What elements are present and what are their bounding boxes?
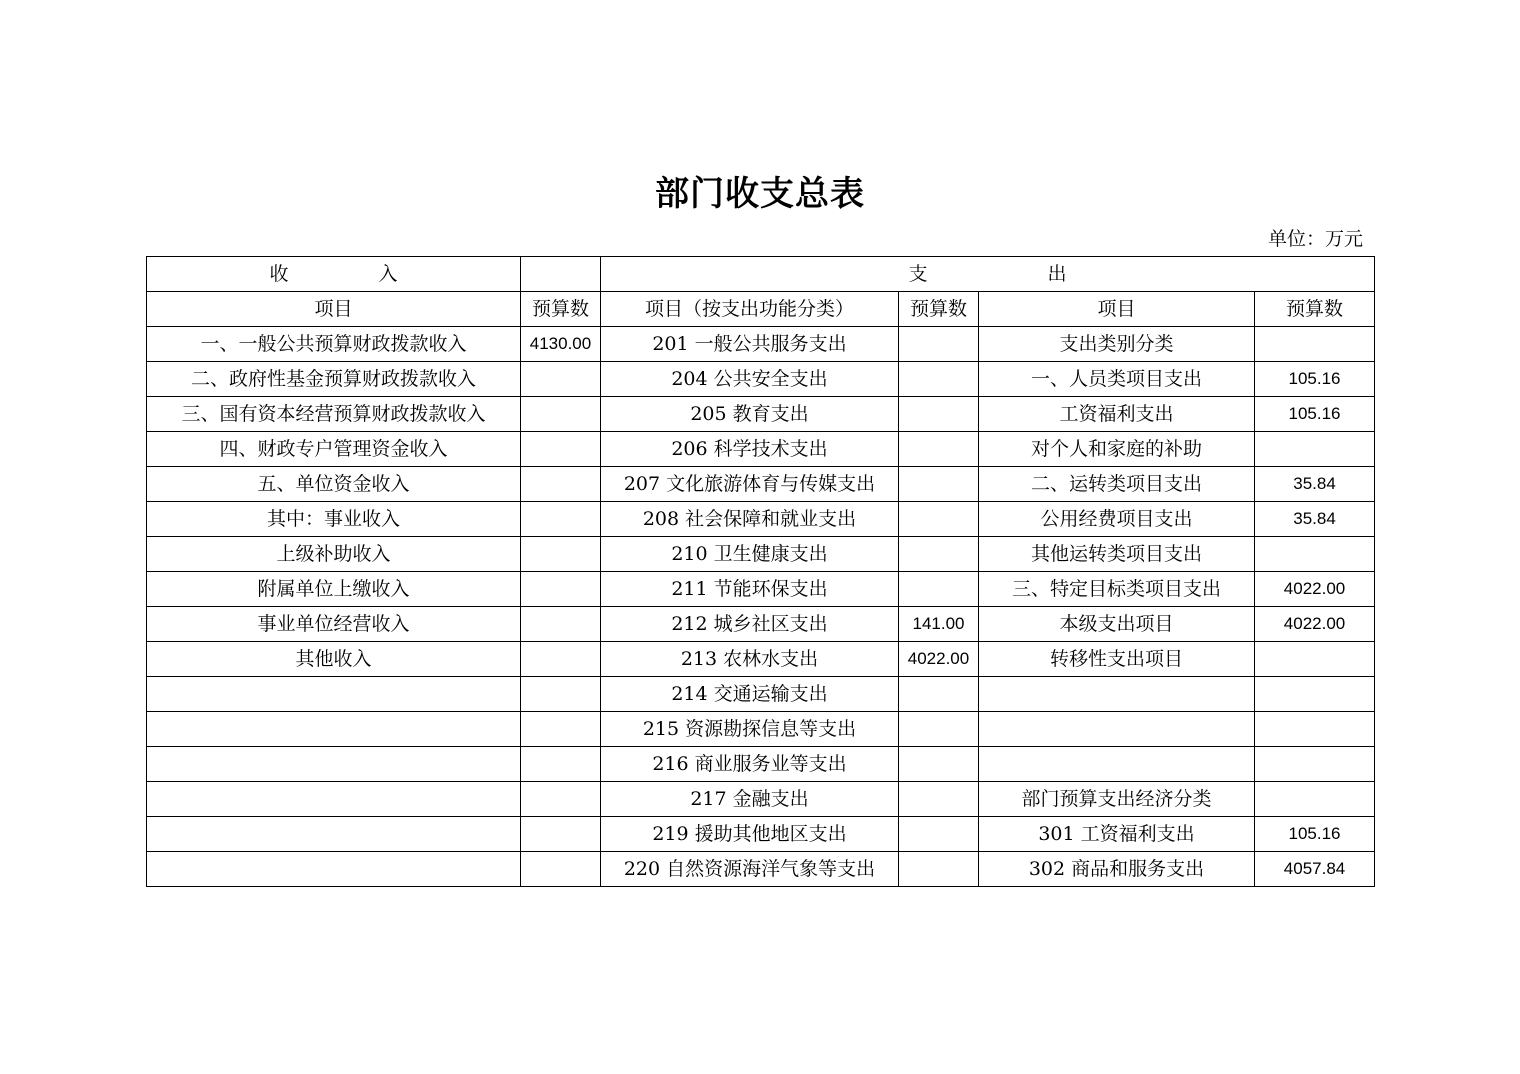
income-item-cell: 事业单位经营收入 [147,607,521,642]
income-amount-cell [521,502,601,537]
table-row [147,327,1375,362]
function-amount-cell [899,502,979,537]
type-item-cell: 转移性支出项目 [979,642,1255,677]
income-amount-cell [521,642,601,677]
col-header-type-item: 项目 [979,292,1255,327]
function-item-cell: 215 资源勘探信息等支出 [601,712,899,747]
table-row [147,572,1375,607]
function-item-cell: 208 社会保障和就业支出 [601,502,899,537]
income-item-cell: 其中：事业收入 [147,502,521,537]
function-amount-cell [899,817,979,852]
income-amount-cell [521,817,601,852]
table-row [147,467,1375,502]
function-amount-cell [899,677,979,712]
income-amount-cell [521,572,601,607]
table-row [147,397,1375,432]
type-item-cell: 部门预算支出经济分类 [979,782,1255,817]
group-header-row [147,257,1375,292]
function-item-cell: 220 自然资源海洋气象等支出 [601,852,899,887]
type-item-cell: 301 工资福利支出 [979,817,1255,852]
type-item-cell: 三、特定目标类项目支出 [979,572,1255,607]
income-item-cell [147,677,521,712]
table-row [147,852,1375,887]
table-row [147,712,1375,747]
income-item-cell [147,782,521,817]
income-amount-cell [521,467,601,502]
type-item-cell: 支出类别分类 [979,327,1255,362]
income-amount-cell [521,537,601,572]
income-amount-cell [521,397,601,432]
function-amount-cell [899,852,979,887]
function-amount-cell [899,712,979,747]
column-header-row [147,292,1375,327]
type-item-cell: 一、人员类项目支出 [979,362,1255,397]
income-item-cell [147,817,521,852]
type-item-cell [979,677,1255,712]
type-item-cell: 302 商品和服务支出 [979,852,1255,887]
income-amount-cell [521,782,601,817]
income-item-cell [147,747,521,782]
income-amount-cell [521,362,601,397]
function-item-cell: 211 节能环保支出 [601,572,899,607]
table-row [147,537,1375,572]
type-amount-cell [1255,537,1375,572]
type-item-cell: 公用经费项目支出 [979,502,1255,537]
type-amount-cell: 105.16 [1255,817,1375,852]
type-amount-cell: 105.16 [1255,362,1375,397]
income-item-cell: 二、政府性基金预算财政拨款收入 [147,362,521,397]
income-group-spacer [521,257,601,292]
type-amount-cell [1255,642,1375,677]
type-amount-cell: 4057.84 [1255,852,1375,887]
col-header-type-amount: 预算数 [1255,292,1375,327]
type-amount-cell: 105.16 [1255,397,1375,432]
function-item-cell: 201 一般公共服务支出 [601,327,899,362]
type-item-cell [979,712,1255,747]
function-item-cell: 217 金融支出 [601,782,899,817]
expense-group-header: 支 出 [601,257,1375,292]
income-amount-cell [521,432,601,467]
income-group-header: 收 入 [147,257,521,292]
col-header-income-item: 项目 [147,292,521,327]
type-item-cell: 工资福利支出 [979,397,1255,432]
table-row [147,362,1375,397]
type-amount-cell: 35.84 [1255,467,1375,502]
function-item-cell: 204 公共安全支出 [601,362,899,397]
function-item-cell: 205 教育支出 [601,397,899,432]
function-item-cell: 216 商业服务业等支出 [601,747,899,782]
income-amount-cell [521,712,601,747]
income-item-cell: 三、国有资本经营预算财政拨款收入 [147,397,521,432]
function-item-cell: 210 卫生健康支出 [601,537,899,572]
function-amount-cell [899,432,979,467]
function-item-cell: 206 科学技术支出 [601,432,899,467]
type-amount-cell: 4022.00 [1255,607,1375,642]
type-amount-cell [1255,712,1375,747]
function-amount-cell [899,747,979,782]
function-amount-cell [899,397,979,432]
type-item-cell: 对个人和家庭的补助 [979,432,1255,467]
income-amount-cell [521,677,601,712]
income-item-cell: 一、一般公共预算财政拨款收入 [147,327,521,362]
function-amount-cell [899,537,979,572]
type-item-cell: 其他运转类项目支出 [979,537,1255,572]
type-amount-cell: 35.84 [1255,502,1375,537]
type-amount-cell [1255,327,1375,362]
unit-label: 单位：万元 [1267,228,1363,250]
type-amount-cell [1255,782,1375,817]
table-row [147,817,1375,852]
type-amount-cell [1255,677,1375,712]
type-amount-cell [1255,747,1375,782]
type-item-cell: 本级支出项目 [979,607,1255,642]
function-amount-cell [899,572,979,607]
function-amount-cell [899,467,979,502]
function-amount-cell [899,362,979,397]
table-row [147,502,1375,537]
function-item-cell: 214 交通运输支出 [601,677,899,712]
col-header-function-amount: 预算数 [899,292,979,327]
function-item-cell: 207 文化旅游体育与传媒支出 [601,467,899,502]
budget-summary-table [146,256,1375,887]
col-header-income-amount: 预算数 [521,292,601,327]
table-row [147,642,1375,677]
income-item-cell [147,852,521,887]
income-item-cell: 附属单位上缴收入 [147,572,521,607]
income-item-cell: 其他收入 [147,642,521,677]
income-item-cell: 上级补助收入 [147,537,521,572]
table-row [147,677,1375,712]
type-item-cell [979,747,1255,782]
income-amount-cell [521,747,601,782]
income-amount-cell [521,607,601,642]
function-amount-cell: 141.00 [899,607,979,642]
table-row [147,432,1375,467]
type-item-cell: 二、运转类项目支出 [979,467,1255,502]
function-item-cell: 212 城乡社区支出 [601,607,899,642]
income-amount-cell [521,852,601,887]
function-amount-cell [899,782,979,817]
function-amount-cell: 4022.00 [899,642,979,677]
income-item-cell: 四、财政专户管理资金收入 [147,432,521,467]
page-title: 部门收支总表 [655,174,865,214]
income-amount-cell: 4130.00 [521,327,601,362]
table-row [147,607,1375,642]
income-item-cell: 五、单位资金收入 [147,467,521,502]
income-item-cell [147,712,521,747]
table-row [147,747,1375,782]
col-header-function-item: 项目（按支出功能分类） [601,292,899,327]
function-item-cell: 213 农林水支出 [601,642,899,677]
table-row [147,782,1375,817]
function-item-cell: 219 援助其他地区支出 [601,817,899,852]
type-amount-cell [1255,432,1375,467]
type-amount-cell: 4022.00 [1255,572,1375,607]
function-amount-cell [899,327,979,362]
